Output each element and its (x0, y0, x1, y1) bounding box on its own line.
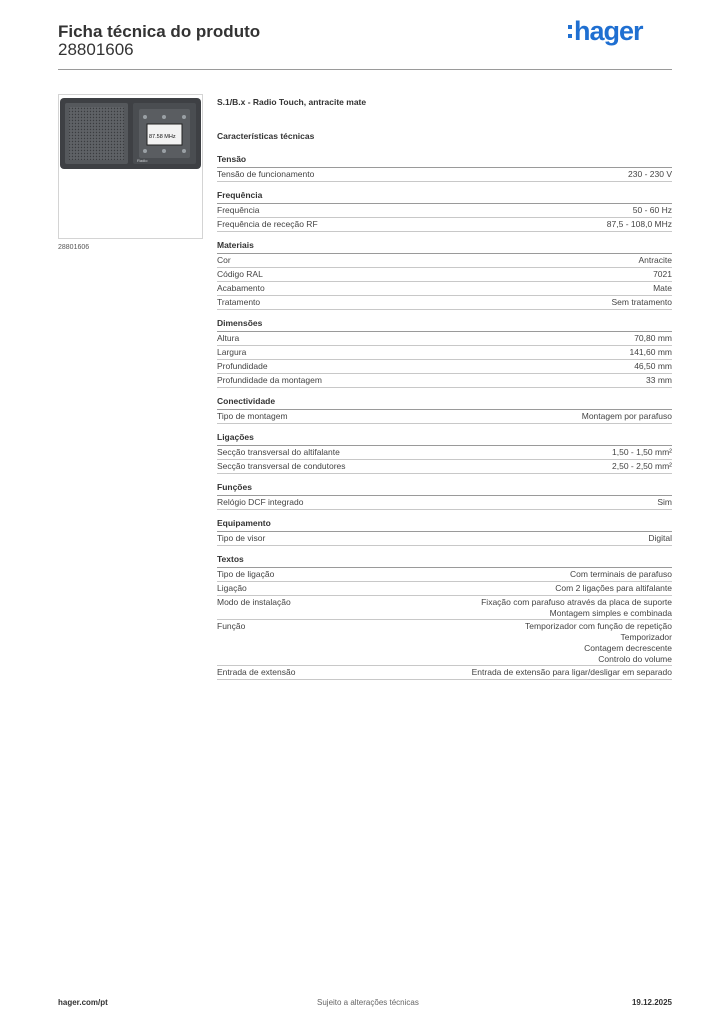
spec-row (217, 360, 672, 374)
spec-value (612, 297, 672, 308)
spec-value (657, 497, 672, 508)
spec-label: Secção transversal de condutores (217, 461, 346, 471)
spec-label: Ligação (217, 583, 247, 593)
spec-row (217, 496, 672, 510)
spec-row (217, 460, 672, 474)
touch-button (162, 115, 166, 119)
section-heading: Tensão (217, 154, 672, 168)
spec-value-line: 7021 (653, 269, 672, 279)
spec-value-line: Temporizador com função de repetição (525, 621, 672, 632)
section-heading: Conectividade (217, 396, 672, 410)
spec-value-line: 70,80 mm (634, 333, 672, 343)
spec-value (629, 347, 672, 358)
spec-value-line: 2,50 - 2,50 mm² (612, 461, 672, 471)
product-title: S.1/B.x - Radio Touch, antracite mate (217, 97, 367, 107)
spec-label: Tensão de funcionamento (217, 169, 315, 179)
spec-section (217, 518, 672, 546)
spec-value-line: Mate (653, 283, 672, 293)
spec-row (217, 446, 672, 460)
spec-row (217, 282, 672, 296)
spec-value (607, 219, 672, 230)
touch-button (143, 115, 147, 119)
spec-label: Função (217, 621, 246, 632)
radio-brand-text: Radio (137, 158, 148, 163)
spec-label: Largura (217, 347, 247, 357)
spec-label: Frequência de receção RF (217, 219, 318, 229)
spec-value-line: Contagem decrescente (584, 642, 672, 653)
logo-dot-top (568, 25, 572, 29)
spec-value-line: Sem tratamento (611, 297, 672, 307)
spec-value (555, 583, 672, 594)
spec-value-line: Controlo do volume (598, 653, 672, 664)
spec-value-line: Com terminais de parafuso (569, 569, 672, 579)
spec-value (646, 375, 672, 386)
hager-logo (568, 14, 660, 48)
footer-date: 19.12.2025 (631, 998, 672, 1007)
radio-frequency-text: 87.58 MHz (149, 134, 176, 140)
spec-value-line: 230 - 230 V (628, 169, 672, 179)
product-code: 28801606 (58, 40, 134, 59)
section-heading: Funções (217, 482, 672, 496)
spec-label: Tratamento (217, 297, 261, 307)
spec-value-line: Montagem simples e combinada (549, 607, 672, 618)
spec-value (653, 283, 672, 294)
spec-label: Tipo de montagem (217, 411, 288, 421)
spec-row (217, 582, 672, 596)
spec-row (217, 268, 672, 282)
spec-section (217, 432, 672, 474)
spec-label: Altura (217, 333, 240, 343)
spec-row (217, 218, 672, 232)
product-image (58, 94, 203, 239)
header-divider (58, 69, 672, 70)
spec-value (633, 205, 672, 216)
image-caption: 28801606 (58, 244, 90, 251)
spec-value (481, 597, 672, 618)
spec-label: Modo de instalação (217, 597, 291, 607)
spec-row (217, 620, 672, 666)
footer-note: Sujeito a alterações técnicas (317, 998, 419, 1007)
spec-section (217, 482, 672, 510)
spec-value-line: 46,50 mm (634, 361, 672, 371)
section-heading: Textos (217, 554, 672, 568)
spec-value (570, 569, 672, 580)
logo-dot-bottom (568, 34, 572, 38)
section-heading: Ligações (217, 432, 672, 446)
spec-row (217, 532, 672, 546)
spec-value-line: Montagem por parafuso (581, 411, 672, 421)
spec-value (612, 447, 672, 458)
spec-table (217, 96, 672, 680)
section-heading: Materiais (217, 240, 672, 254)
spec-value (648, 533, 672, 544)
footer-website: hager.com/pt (58, 998, 108, 1007)
spec-value (634, 333, 672, 344)
section-heading: Equipamento (217, 518, 672, 532)
spec-row (217, 204, 672, 218)
spec-value (653, 269, 672, 280)
spec-label: Secção transversal do altifalante (217, 447, 340, 457)
spec-label: Acabamento (217, 283, 265, 293)
spec-label: Relógio DCF integrado (217, 497, 304, 507)
spec-value-line: Sim (657, 497, 672, 507)
spec-value-line: 1,50 - 1,50 mm² (612, 447, 672, 457)
section-heading: Dimensões (217, 318, 672, 332)
spec-label: Entrada de extensão (217, 667, 296, 678)
spec-value-line: Temporizador (620, 632, 672, 643)
touch-button (162, 149, 166, 153)
spec-row (217, 666, 672, 680)
spec-value-line: 50 - 60 Hz (632, 205, 672, 215)
logo-text: hager (574, 16, 643, 46)
spec-value (638, 255, 672, 266)
touch-button (182, 149, 186, 153)
spec-section (217, 554, 672, 680)
spec-label: Profundidade (217, 361, 268, 371)
spec-label: Frequência (217, 205, 260, 215)
spec-value-line: Antracite (638, 255, 672, 265)
spec-sections (217, 154, 672, 680)
spec-value-line: 33 mm (646, 375, 672, 385)
spec-row (217, 568, 672, 582)
section-heading: Frequência (217, 190, 672, 204)
spec-value (612, 461, 672, 472)
speaker-grille (69, 107, 124, 160)
spec-row (217, 332, 672, 346)
spec-row (217, 168, 672, 182)
spec-section (217, 318, 672, 388)
spec-label: Cor (217, 255, 231, 265)
spec-label: Tipo de ligação (217, 569, 275, 579)
spec-value (628, 169, 672, 180)
spec-value-line: 141,60 mm (629, 347, 672, 357)
spec-value (525, 621, 672, 664)
spec-section (217, 396, 672, 424)
spec-label: Profundidade da montagem (217, 375, 322, 385)
spec-section (217, 240, 672, 310)
spec-value-line: 87,5 - 108,0 MHz (606, 219, 672, 229)
touch-button (182, 115, 186, 119)
spec-value (472, 667, 672, 678)
spec-row (217, 254, 672, 268)
spec-row (217, 296, 672, 310)
spec-value-line: Fixação com parafuso através da placa de suporte (481, 597, 672, 607)
spec-row (217, 596, 672, 620)
spec-value (582, 411, 672, 422)
spec-value-line: Entrada de extensão para ligar/desligar em separado (471, 667, 672, 678)
header-title: Ficha técnica do produto (58, 22, 261, 41)
spec-label: Código RAL (217, 269, 263, 279)
spec-value-line: Digital (648, 533, 672, 543)
spec-section (217, 154, 672, 182)
touch-button (143, 149, 147, 153)
spec-value (634, 361, 672, 372)
spec-row (217, 374, 672, 388)
spec-label: Tipo de visor (217, 533, 266, 543)
tech-heading: Características técnicas (217, 131, 315, 141)
spec-value-line: Com 2 ligações para altifalante (555, 583, 672, 593)
spec-row (217, 346, 672, 360)
spec-row (217, 410, 672, 424)
spec-section (217, 190, 672, 232)
